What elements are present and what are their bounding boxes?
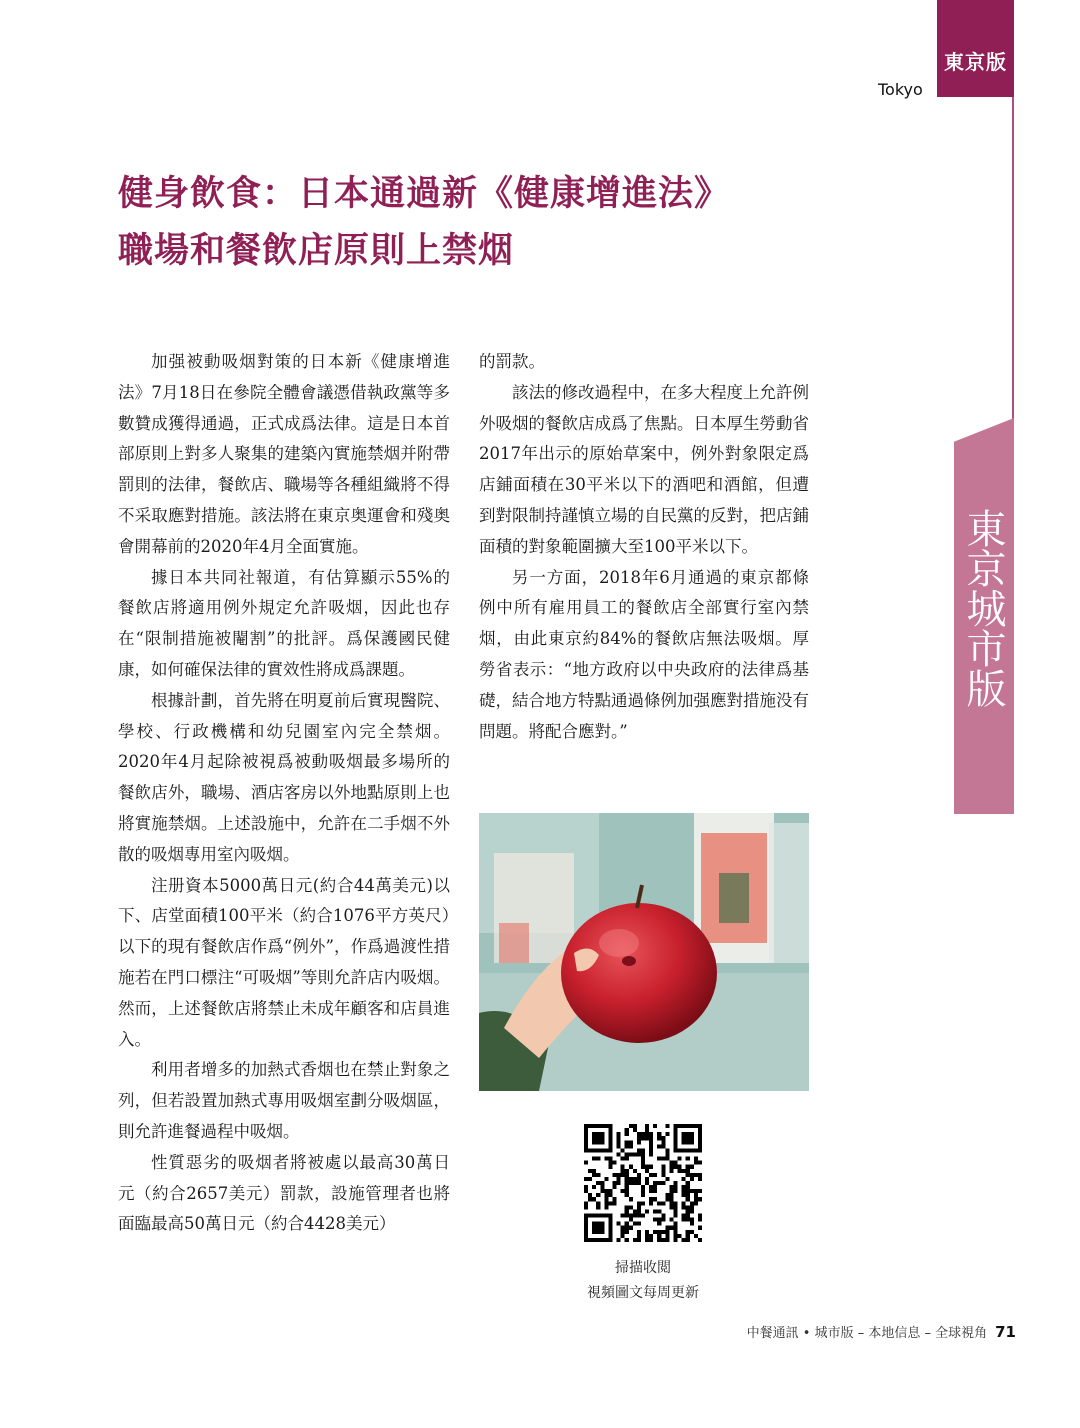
paragraph: 性質惡劣的吸烟者將被處以最高30萬日元（約合2657美元）罰款，設施管理者也將面臨最高50萬日元（約合4428美元） [118,1152,450,1234]
paragraph: 利用者增多的加熱式香烟也在禁止對象之列，但若設置加熱式專用吸烟室劃分吸烟區，則允許進餐過程中吸烟。 [118,1060,450,1141]
page-footer [747,1322,1016,1341]
page-number: 71 [995,1323,1016,1341]
paragraph: 注册資本5000萬日元(約合44萬美元)以下、店堂面積100平米（約合1076平方英尺）以下的現有餐飲店作爲“例外”，作爲過渡性措施若在門口標注“可吸烟”等則允許店内吸烟。然而，上述餐飲店將禁止未成年顧客和店員進入。 [118,875,450,1049]
city-label: Tokyo [878,80,923,99]
qr-caption [540,1256,746,1306]
article-title [118,165,918,279]
edition-tab [937,0,1014,97]
article-left-column [118,347,450,1240]
paragraph: 另一方面，2018年6月通過的東京都條例中所有雇用員工的餐飲店全部實行室內禁烟，由此東京約84%的餐飲店無法吸烟。厚勞省表示：“地方政府以中央政府的法律爲基礎，結合地方特點通過條例加强應對措施没有問題。將配合應對。” [479,567,809,741]
article-photo-apple [479,813,809,1091]
apple-hand-illustration [479,813,809,1091]
article-right-column [479,347,809,747]
paragraph: 加强被動吸烟對策的日本新《健康增進法》7月18日在參院全體會議憑借執政黨等多數贊成獲得通過，正式成爲法律。這是日本首部原則上對多人聚集的建築內實施禁烟并附帶罰則的法律，餐飲店、職場等各種組織將不得不采取應對措施。該法將在東京奥運會和殘奥會開幕前的2020年4月全面實施。 [118,352,450,556]
paragraph: 該法的修改過程中，在多大程度上允許例外吸烟的餐飲店成爲了焦點。日本厚生勞動省2017年出示的原始草案中，例外對象限定爲店鋪面積在30平米以下的酒吧和酒館，但遭到對限制持謹慎立場的自民黨的反對，把店鋪面積的對象範圍擴大至100平米以下。 [479,382,809,556]
paragraph-continuation: 的罰款。 [479,352,545,371]
qr-code[interactable] [584,1124,702,1242]
side-banner-text: 東京城市版 [960,508,1006,708]
edition-divider-line [1012,97,1014,427]
footer-publication: 中餐通訊 • 城市版 – 本地信息 – 全球視角 [746,1326,988,1341]
qr-caption-line-2: 視頻圖文每周更新 [587,1285,699,1301]
article-title-line-1: 健身飲食：日本通過新《健康增進法》 [118,173,731,214]
paragraph: 根據計劃，首先將在明夏前后實現醫院、學校、行政機構和幼兒園室內完全禁烟。2020年4月起除被視爲被動吸烟最多場所的餐飲店外，職場、酒店客房以外地點原則上也將實施禁烟。上述設施中，允許在二手烟不外散的吸烟專用室內吸烟。 [118,690,450,864]
qr-caption-line-1: 掃描收閲 [615,1260,671,1276]
paragraph: 據日本共同社報道，有估算顯示55%的餐飲店將適用例外規定允許吸烟，因此也存在“限制措施被閹割”的批評。爲保護國民健康，如何確保法律的實效性將成爲課題。 [118,567,450,679]
edition-label: 東京版 [944,50,1007,74]
qr-code-icon [584,1124,702,1242]
article-title-line-2: 職場和餐飲店原則上禁烟 [118,230,515,271]
